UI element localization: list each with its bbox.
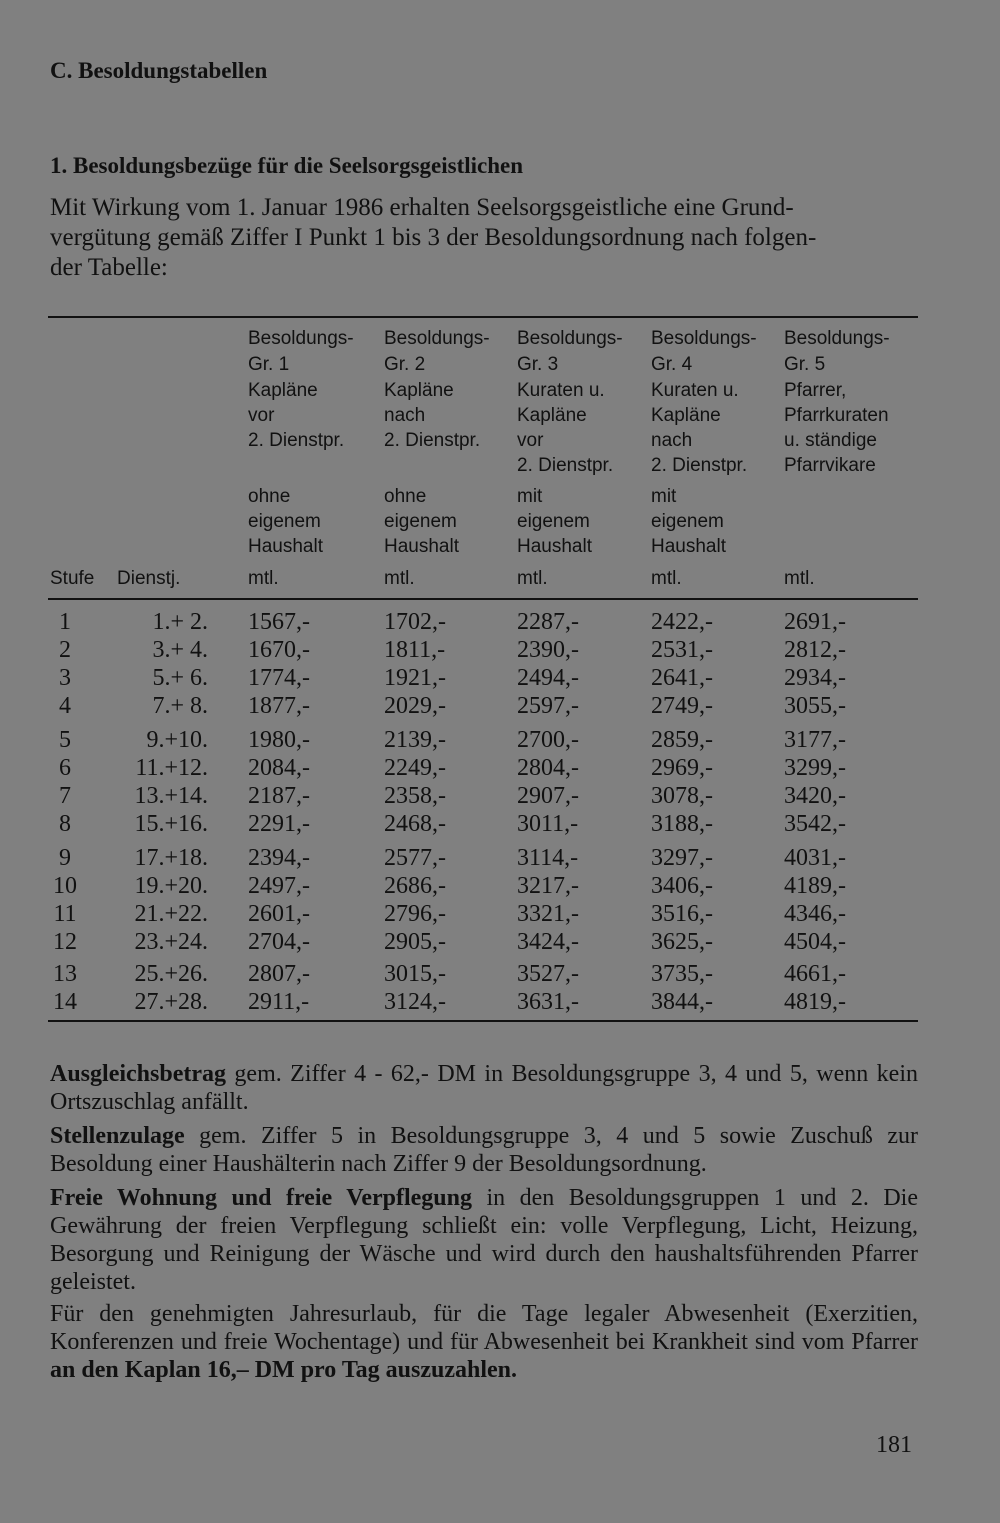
dienstj-cell: 7.+ 8. bbox=[152, 693, 208, 719]
salary-cell: 3542,- bbox=[784, 811, 846, 837]
salary-cell: 2691,- bbox=[784, 609, 846, 635]
salary-cell: 2641,- bbox=[651, 665, 713, 691]
salary-cell: 3321,- bbox=[517, 901, 579, 927]
salary-cell: 2249,- bbox=[384, 755, 446, 781]
group-description: u. ständige bbox=[784, 430, 877, 451]
salary-cell: 2422,- bbox=[651, 609, 713, 635]
stufe-cell: 6 bbox=[59, 755, 71, 781]
dienstj-cell: 21.+22. bbox=[134, 901, 208, 927]
group-description: Kapläne bbox=[248, 380, 318, 401]
salary-cell: 1877,- bbox=[248, 693, 310, 719]
table-top-rule bbox=[48, 316, 918, 318]
group-description: nach bbox=[651, 430, 693, 451]
dienstj-cell: 1.+ 2. bbox=[152, 609, 208, 635]
column-header-dienstj: Dienstj. bbox=[117, 568, 181, 589]
salary-cell: 2577,- bbox=[384, 845, 446, 871]
table-bottom-rule bbox=[48, 1020, 918, 1022]
stufe-cell: 11 bbox=[53, 901, 77, 927]
stufe-cell: 5 bbox=[59, 727, 71, 753]
group-description: Kuraten u. bbox=[517, 380, 605, 401]
salary-cell: 3844,- bbox=[651, 989, 713, 1015]
salary-cell: 2597,- bbox=[517, 693, 579, 719]
group-unit: mtl. bbox=[384, 568, 415, 589]
dienstj-cell: 27.+28. bbox=[134, 989, 208, 1015]
salary-cell: 2084,- bbox=[248, 755, 310, 781]
stufe-cell: 4 bbox=[59, 693, 71, 719]
salary-cell: 4661,- bbox=[784, 961, 846, 987]
dienstj-cell: 3.+ 4. bbox=[152, 637, 208, 663]
group-description: Pfarrer, bbox=[784, 380, 847, 401]
group-description: Pfarrvikare bbox=[784, 455, 876, 476]
group-description: Kapläne bbox=[384, 380, 454, 401]
salary-cell: 2807,- bbox=[248, 961, 310, 987]
salary-cell: 2291,- bbox=[248, 811, 310, 837]
stufe-cell: 1 bbox=[59, 609, 71, 635]
group-label: Gr. 2 bbox=[384, 354, 426, 375]
group-household: Haushalt bbox=[651, 536, 726, 557]
group-unit: mtl. bbox=[517, 568, 548, 589]
salary-cell: 3424,- bbox=[517, 929, 579, 955]
intro-line: der Tabelle: bbox=[50, 254, 168, 281]
salary-cell: 2531,- bbox=[651, 637, 713, 663]
salary-cell: 2358,- bbox=[384, 783, 446, 809]
group-household: eigenem bbox=[248, 511, 321, 532]
dienstj-cell: 5.+ 6. bbox=[152, 665, 208, 691]
dienstj-cell: 23.+24. bbox=[134, 929, 208, 955]
group-description: 2. Dienstpr. bbox=[651, 455, 748, 476]
group-household: ohne bbox=[248, 486, 291, 507]
salary-cell: 2911,- bbox=[248, 989, 310, 1015]
note-bold: an den Kaplan 16,– DM pro Tag auszuzahlen. bbox=[50, 1357, 518, 1383]
salary-cell: 1567,- bbox=[248, 609, 310, 635]
salary-cell: 2394,- bbox=[248, 845, 310, 871]
stufe-cell: 10 bbox=[53, 873, 77, 899]
dienstj-cell: 25.+26. bbox=[134, 961, 208, 987]
group-description: 2. Dienstpr. bbox=[517, 455, 614, 476]
salary-cell: 2749,- bbox=[651, 693, 713, 719]
salary-cell: 2934,- bbox=[784, 665, 846, 691]
salary-cell: 1811,- bbox=[384, 637, 446, 663]
salary-cell: 1980,- bbox=[248, 727, 310, 753]
salary-cell: 2287,- bbox=[517, 609, 579, 635]
salary-cell: 3735,- bbox=[651, 961, 713, 987]
salary-cell: 3527,- bbox=[517, 961, 579, 987]
salary-cell: 2969,- bbox=[651, 755, 713, 781]
salary-cell: 3177,- bbox=[784, 727, 846, 753]
note-bold: Ausgleichsbetrag bbox=[50, 1061, 226, 1087]
note-bold: Stellenzulage bbox=[50, 1123, 185, 1149]
group-household: mit bbox=[651, 486, 677, 507]
stufe-cell: 9 bbox=[59, 845, 71, 871]
salary-cell: 1702,- bbox=[384, 609, 446, 635]
group-unit: mtl. bbox=[651, 568, 682, 589]
salary-cell: 2494,- bbox=[517, 665, 579, 691]
note-paragraph: Stellenzulage gem. Ziffer 5 in Besoldungsgruppe 3, 4 und 5 sowie Zuschuß zur Besoldung einer Haushälterin nach Ziffer 9 der Besoldungsordnung. bbox=[50, 1123, 918, 1177]
group-unit: mtl. bbox=[248, 568, 279, 589]
salary-cell: 4819,- bbox=[784, 989, 846, 1015]
table-header-rule bbox=[48, 598, 918, 600]
stufe-cell: 14 bbox=[53, 989, 77, 1015]
salary-cell: 2804,- bbox=[517, 755, 579, 781]
salary-cell: 3011,- bbox=[517, 811, 579, 837]
section-heading: C. Besoldungstabellen bbox=[50, 58, 268, 83]
dienstj-cell: 19.+20. bbox=[134, 873, 208, 899]
group-label: Besoldungs- bbox=[517, 328, 623, 349]
group-household: mit bbox=[517, 486, 543, 507]
salary-cell: 3114,- bbox=[517, 845, 579, 871]
note-paragraph: Für den genehmigten Jahresurlaub, für die Tage legaler Abwesenheit (Exerzitien, Konferenzen und freie Wochentage) und für Abwesenheit bei Krankheit sind vom Pfarrer an den Kaplan 16,– DM pro Tag auszuzahlen. bbox=[50, 1301, 918, 1383]
salary-cell: 2905,- bbox=[384, 929, 446, 955]
salary-cell: 2029,- bbox=[384, 693, 446, 719]
salary-cell: 2859,- bbox=[651, 727, 713, 753]
group-label: Gr. 1 bbox=[248, 354, 290, 375]
group-description: Kuraten u. bbox=[651, 380, 739, 401]
salary-cell: 1921,- bbox=[384, 665, 446, 691]
salary-cell: 3217,- bbox=[517, 873, 579, 899]
group-description: nach bbox=[384, 405, 426, 426]
dienstj-cell: 13.+14. bbox=[134, 783, 208, 809]
salary-cell: 3625,- bbox=[651, 929, 713, 955]
group-description: vor bbox=[517, 430, 544, 451]
salary-cell: 2468,- bbox=[384, 811, 446, 837]
salary-cell: 2796,- bbox=[384, 901, 446, 927]
dienstj-cell: 15.+16. bbox=[134, 811, 208, 837]
note-bold: Freie Wohnung und freie Verpflegung bbox=[50, 1185, 472, 1211]
stufe-cell: 7 bbox=[59, 783, 71, 809]
salary-cell: 3078,- bbox=[651, 783, 713, 809]
group-label: Gr. 3 bbox=[517, 354, 559, 375]
column-header-stufe: Stufe bbox=[50, 568, 95, 589]
group-household: eigenem bbox=[651, 511, 724, 532]
salary-cell: 2390,- bbox=[517, 637, 579, 663]
group-description: 2. Dienstpr. bbox=[384, 430, 481, 451]
group-household: Haushalt bbox=[517, 536, 592, 557]
dienstj-cell: 17.+18. bbox=[134, 845, 208, 871]
salary-cell: 3015,- bbox=[384, 961, 446, 987]
salary-cell: 3420,- bbox=[784, 783, 846, 809]
salary-cell: 3299,- bbox=[784, 755, 846, 781]
page-number: 181 bbox=[876, 1432, 912, 1458]
salary-cell: 1670,- bbox=[248, 637, 310, 663]
group-label: Besoldungs- bbox=[784, 328, 890, 349]
stufe-cell: 8 bbox=[59, 811, 71, 837]
group-household: Haushalt bbox=[248, 536, 323, 557]
group-label: Besoldungs- bbox=[248, 328, 354, 349]
salary-cell: 3188,- bbox=[651, 811, 713, 837]
group-label: Gr. 4 bbox=[651, 354, 693, 375]
salary-cell: 2907,- bbox=[517, 783, 579, 809]
dienstj-cell: 11.+12. bbox=[135, 755, 208, 781]
group-household: ohne bbox=[384, 486, 427, 507]
salary-cell: 4346,- bbox=[784, 901, 846, 927]
group-label: Besoldungs- bbox=[651, 328, 757, 349]
intro-line: vergütung gemäß Ziffer I Punkt 1 bis 3 der Besoldungsordnung nach folgen- bbox=[50, 224, 817, 251]
salary-cell: 2704,- bbox=[248, 929, 310, 955]
salary-cell: 4031,- bbox=[784, 845, 846, 871]
salary-cell: 2686,- bbox=[384, 873, 446, 899]
salary-cell: 4504,- bbox=[784, 929, 846, 955]
salary-cell: 2139,- bbox=[384, 727, 446, 753]
salary-cell: 4189,- bbox=[784, 873, 846, 899]
stufe-cell: 12 bbox=[53, 929, 77, 955]
salary-cell: 2497,- bbox=[248, 873, 310, 899]
group-household: eigenem bbox=[517, 511, 590, 532]
salary-cell: 3631,- bbox=[517, 989, 579, 1015]
salary-cell: 3516,- bbox=[651, 901, 713, 927]
salary-cell: 3297,- bbox=[651, 845, 713, 871]
group-household: eigenem bbox=[384, 511, 457, 532]
salary-cell: 3406,- bbox=[651, 873, 713, 899]
salary-cell: 2601,- bbox=[248, 901, 310, 927]
note-paragraph: Freie Wohnung und freie Verpflegung in den Besoldungsgruppen 1 und 2. Die Gewährung der freien Verpflegung schließt ein: volle Verpflegung, Licht, Heizung, Besorgung und Reinigung der Wäsche und wird durch den haushaltsführenden Pfarrer geleistet. bbox=[50, 1185, 918, 1295]
group-description: Kapläne bbox=[517, 405, 587, 426]
salary-cell: 2812,- bbox=[784, 637, 846, 663]
dienstj-cell: 9.+10. bbox=[146, 727, 208, 753]
group-description: Kapläne bbox=[651, 405, 721, 426]
salary-cell: 2187,- bbox=[248, 783, 310, 809]
stufe-cell: 2 bbox=[59, 637, 71, 663]
group-description: vor bbox=[248, 405, 275, 426]
salary-cell: 2700,- bbox=[517, 727, 579, 753]
subsection-heading: 1. Besoldungsbezüge für die Seelsorgsgeistlichen bbox=[50, 153, 524, 178]
group-household: Haushalt bbox=[384, 536, 459, 557]
salary-cell: 1774,- bbox=[248, 665, 310, 691]
group-label: Gr. 5 bbox=[784, 354, 826, 375]
salary-cell: 3055,- bbox=[784, 693, 846, 719]
group-unit: mtl. bbox=[784, 568, 815, 589]
stufe-cell: 3 bbox=[59, 665, 71, 691]
group-label: Besoldungs- bbox=[384, 328, 490, 349]
salary-cell: 3124,- bbox=[384, 989, 446, 1015]
intro-line: Mit Wirkung vom 1. Januar 1986 erhalten Seelsorgsgeistliche eine Grund- bbox=[50, 194, 794, 221]
group-description: 2. Dienstpr. bbox=[248, 430, 345, 451]
stufe-cell: 13 bbox=[53, 961, 77, 987]
group-description: Pfarrkuraten bbox=[784, 405, 889, 426]
note-paragraph: Ausgleichsbetrag gem. Ziffer 4 - 62,- DM in Besoldungsgruppe 3, 4 und 5, wenn kein Ortszuschlag anfällt. bbox=[50, 1061, 918, 1115]
